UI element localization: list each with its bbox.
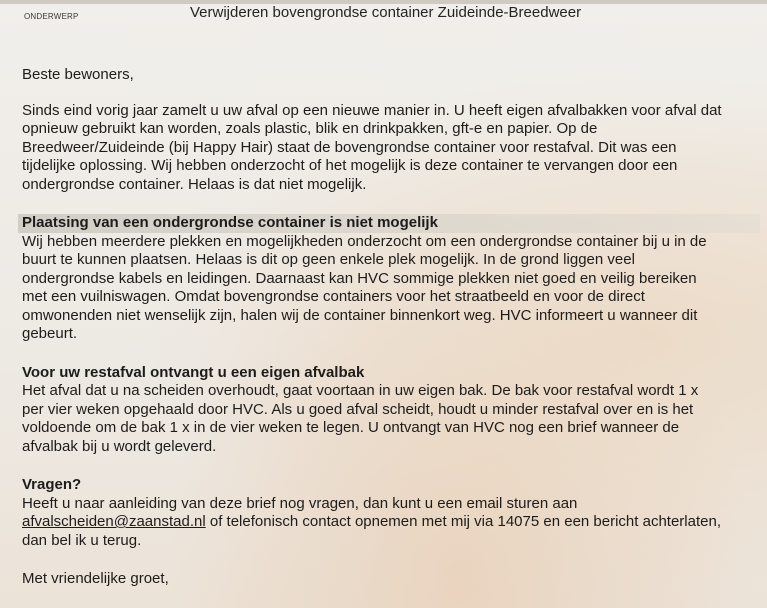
intro-line: ondergrondse container. Helaas is dat niet mogelijk.: [22, 175, 367, 193]
section-line: ondergrondse kabels en leidingen. Daarnaast kan HVC sommige plekken niet goed en veilig bereiken: [22, 269, 697, 287]
letter-body: [22, 66, 760, 589]
section-line: afvalbak bij u wordt geleverd.: [22, 437, 217, 455]
email-address: afvalscheiden@zaanstad.nl: [22, 513, 206, 530]
section-line: voldoende om de bak 1 x in de vier weken te legen. U ontvangt van HVC nog een brief wanneer de: [22, 419, 680, 436]
intro-line: tijdelijke oplossing. Wij hebben onderzocht of het mogelijk is deze container te vervangen door een: [22, 157, 678, 174]
section-heading: Voor uw restafval ontvangt u een eigen afvalbak: [22, 363, 365, 381]
section-container-placement: [22, 214, 760, 344]
section-line: dan bel ik u terug.: [22, 531, 142, 549]
section-line: buurt te kunnen plaatsen. Helaas is dit op geen enkele plek mogelijk. In de grond liggen veel: [22, 251, 635, 268]
section-line: Heeft u naar aanleiding van deze brief nog vragen, dan kunt u een email sturen aan: [22, 494, 578, 512]
section-line: omwonenden niet wenselijk zijn, halen wij de container binnenkort weg. HVC informeert u wanneer dit: [22, 306, 698, 324]
section-questions: [22, 476, 760, 550]
section-own-bin: [22, 364, 760, 457]
section-line: Wij hebben meerdere plekken en mogelijkheden onderzocht om een ondergrondse container bij u in de: [22, 232, 707, 250]
closing: Met vriendelijke groet,: [22, 570, 169, 587]
intro-line: Sinds eind vorig jaar zamelt u uw afval op een nieuwe manier in. U heeft eigen afvalbakken voor afval dat: [22, 101, 722, 119]
section-line-email: [22, 513, 760, 532]
section-line: met een vuilniswagen. Omdat bovengrondse containers voor het straatbeeld en voor de direct: [22, 288, 645, 305]
intro-line: Breedweer/Zuideinde (bij Happy Hair) staat de bovengrondse container voor restafval. Dit was een: [22, 138, 677, 156]
salutation: Beste bewoners,: [22, 66, 134, 83]
contact-text: of telefonisch contact opnemen met mij via 14075 en een bericht achterlaten,: [205, 513, 721, 530]
subject-title: Verwijderen bovengrondse container Zuideinde-Breedweer: [190, 4, 582, 21]
section-heading: Vragen?: [22, 476, 82, 493]
section-line: Het afval dat u na scheiden overhoudt, gaat voortaan in uw eigen bak. De bak voor restafval wordt 1 x: [22, 382, 699, 399]
intro-line: opnieuw gebruikt kan worden, zoals plastic, blik en drinkpakken, gft-e en papier. Op de: [22, 120, 598, 137]
section-heading: Plaatsing van een ondergrondse container is niet mogelijk: [18, 214, 760, 233]
section-line: gebeurt.: [22, 325, 78, 342]
intro-paragraph: [22, 102, 760, 195]
section-line: per vier weken opgehaald door HVC. Als u goed afval scheidt, houdt u minder restafval over en is het: [22, 400, 694, 418]
subject-label: ONDERWERP: [24, 12, 79, 21]
